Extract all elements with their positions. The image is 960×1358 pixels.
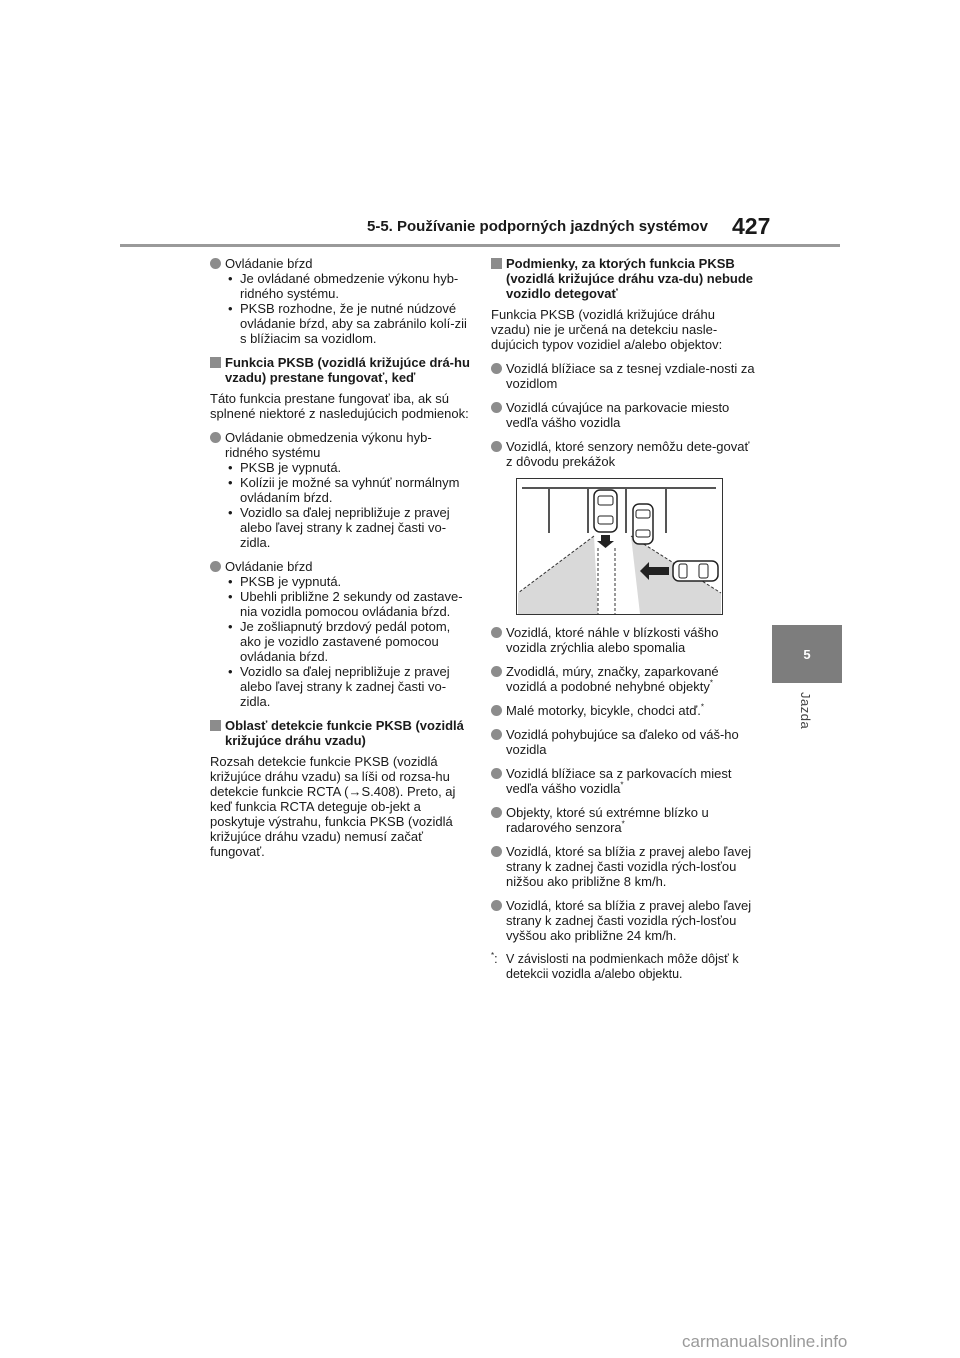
bullet-dot-icon	[491, 768, 502, 779]
section-square-icon	[210, 720, 221, 731]
list-item	[491, 844, 757, 889]
sub-item: • PKSB rozhodne, že je nutné núdzové ovládanie bŕzd, aby sa zabránilo kolí-zii s blížiacim sa vozidlom.	[228, 301, 467, 346]
paragraph: Funkcia PKSB (vozidlá križujúce dráhu vzadu) nie je určená na detekciu nasle-dujúcich typov vozidiel a/alebo objektov:	[491, 307, 723, 352]
section-square-icon	[210, 357, 221, 368]
bullet-dot-icon	[491, 900, 502, 911]
footnote-reference: *	[700, 702, 704, 712]
section-heading-text: Oblasť detekcie funkcie PKSB (vozidlá križujúce dráhu vzadu)	[225, 718, 464, 748]
right-column	[491, 256, 757, 982]
sub-item: • Je ovládané obmedzenie výkonu hyb-ridného systému.	[228, 271, 459, 301]
section-heading-text: Funkcia PKSB (vozidlá križujúce drá-hu vzadu) prestane fungovať, keď	[225, 355, 470, 385]
diagram-svg	[516, 478, 723, 615]
page-number: 427	[732, 213, 771, 239]
sub-item-text: Je ovládané obmedzenie výkonu hyb-ridného systému.	[240, 271, 459, 301]
bullet-dot-icon	[491, 402, 502, 413]
bullet-text: Objekty, ktoré sú extrémne blízko u radarového senzora	[506, 805, 709, 835]
section-heading-text: Podmienky, za ktorých funkcia PKSB (vozidlá križujúce dráhu vza-du) nebude vozidlo detegovať	[506, 256, 754, 301]
footnote: *: V závislosti na podmienkach môže dôjsť k detekcii vozidla a/alebo objektu.	[491, 950, 739, 981]
sub-item-text: Vozidlo sa ďalej nepribližuje z pravej alebo ľavej strany k zadnej časti vo-zidla.	[240, 664, 450, 709]
footnote-text: V závislosti na podmienkach môže dôjsť k detekcii vozidla a/alebo objektu.	[506, 952, 739, 981]
bullet-dot-icon	[491, 705, 502, 716]
bullet-text: Vozidlá, ktoré senzory nemôžu dete-govať z dôvodu prekážok	[506, 439, 750, 469]
parking-detection-diagram	[516, 478, 723, 615]
list-item	[491, 361, 757, 391]
list-item	[210, 430, 472, 550]
list-item	[210, 559, 472, 709]
sub-item-text: Ubehli približne 2 sekundy od zastave-nia vozidla pomocou ovládania bŕzd.	[240, 589, 463, 619]
bullet-text: Vozidlá pohybujúce sa ďaleko od váš-ho vozidla	[506, 727, 739, 757]
footnote-mark: *	[491, 950, 495, 960]
bullet-dot-icon	[210, 258, 221, 269]
bullet-dot-icon	[210, 561, 221, 572]
bullet-dot-icon	[491, 666, 502, 677]
sub-item-text: Je zošliapnutý brzdový pedál potom, ako je vozidlo zastavené pomocou ovládania bŕzd.	[240, 619, 451, 664]
footnote-reference: *	[621, 819, 625, 829]
sub-item: • PKSB je vypnutá.	[228, 574, 342, 589]
bullet-dot-icon	[491, 441, 502, 452]
bullet-text: Vozidlá, ktoré sa blížia z pravej alebo ľavej strany k zadnej časti vozidla rých-losťou vyššou ako približne 24 km/h.	[506, 898, 752, 943]
footnote-reference: *	[709, 678, 713, 688]
bullet-dot-icon	[491, 627, 502, 638]
sub-item-text: PKSB rozhodne, že je nutné núdzové ovládanie bŕzd, aby sa zabránilo kolí-zii s blížiacim sa vozidlom.	[240, 301, 467, 346]
chapter-tab[interactable]	[772, 625, 842, 683]
condition-list	[491, 625, 757, 943]
watermark: carmanualsonline.info	[682, 1332, 848, 1351]
bullet-dot-icon	[491, 807, 502, 818]
left-column	[210, 256, 472, 868]
bullet-text: Vozidlá blížiace sa z parkovacích miest vedľa vášho vozidla	[506, 766, 732, 796]
list-item	[210, 256, 472, 346]
bullet-text: Vozidlá, ktoré sa blížia z pravej alebo ľavej strany k zadnej časti vozidla rých-losťou nižšou ako približne 8 km/h.	[506, 844, 752, 889]
sub-item: • Je zošliapnutý brzdový pedál potom, ako je vozidlo zastavené pomocou ovládania bŕzd.	[228, 619, 451, 664]
bullet-dot-icon	[491, 363, 502, 374]
list-item	[491, 727, 757, 757]
chapter-number: 5	[803, 646, 811, 662]
bullet-text: Vozidlá cúvajúce na parkovacie miesto vedľa vášho vozidla	[506, 400, 730, 430]
bullet-dot-icon	[491, 729, 502, 740]
list-item	[491, 664, 757, 694]
bullet-text: Vozidlá blížiace sa z tesnej vzdiale-nosti za vozidlom	[506, 361, 755, 391]
paragraph: Táto funkcia prestane fungovať iba, ak sú splnené niektoré z nasledujúcich podmienok:	[210, 391, 469, 421]
sub-item: • Kolízii je možné sa vyhnúť normálnym ovládaním bŕzd.	[228, 475, 460, 505]
sub-item: • Ubehli približne 2 sekundy od zastave-nia vozidla pomocou ovládania bŕzd.	[228, 589, 463, 619]
list-item	[491, 805, 757, 835]
approach-arrow	[649, 567, 669, 575]
reverse-arrow	[601, 535, 610, 541]
bullet-dot-icon	[491, 846, 502, 857]
sub-item-text: Kolízii je možné sa vyhnúť normálnym ovládaním bŕzd.	[240, 475, 460, 505]
section-heading	[491, 256, 757, 301]
bullet-text: Ovládanie bŕzd	[225, 559, 313, 574]
section-heading	[210, 718, 472, 748]
footnote-reference: *	[620, 780, 624, 790]
section-title: 5-5. Používanie podporných jazdných systémov	[367, 218, 708, 235]
sub-item: • Vozidlo sa ďalej nepribližuje z pravej alebo ľavej strany k zadnej časti vo-zidla.	[228, 505, 450, 550]
sub-item-text: PKSB je vypnutá.	[240, 460, 342, 475]
list-item	[491, 439, 757, 469]
bullet-text: Vozidlá, ktoré náhle v blízkosti vášho vozidla zrýchlia alebo spomalia	[506, 625, 719, 655]
list-item	[491, 703, 757, 718]
bullet-text: Ovládanie bŕzd	[225, 256, 313, 271]
section-heading	[210, 355, 472, 385]
section-square-icon	[491, 258, 502, 269]
sub-item: • PKSB je vypnutá.	[228, 460, 342, 475]
chapter-label: Jazda	[798, 692, 813, 730]
bullet-text: Zvodidlá, múry, značky, zaparkované vozidlá a podobné nehybné objekty	[506, 664, 719, 694]
header-divider	[120, 244, 840, 247]
bullet-text: Malé motorky, bicykle, chodci atď.	[506, 703, 701, 718]
sub-item-text: Vozidlo sa ďalej nepribližuje z pravej alebo ľavej strany k zadnej časti vo-zidla.	[240, 505, 450, 550]
sub-item-text: PKSB je vypnutá.	[240, 574, 342, 589]
list-item	[491, 400, 757, 430]
list-item	[491, 766, 757, 796]
bullet-text: Ovládanie obmedzenia výkonu hyb-ridného systému	[225, 430, 432, 460]
paragraph: Rozsah detekcie funkcie PKSB (vozidlá križujúce dráhu vzadu) sa líši od rozsa-hu detekcie funkcie RCTA (→S.408). Preto, aj keď funkcia RCTA deteguje ob-jekt a poskytuje výstrahu, funkcia PKSB (vozidlá križujúce dráhu vzadu) nemusí začať fungovať.	[210, 754, 456, 859]
sub-item: • Vozidlo sa ďalej nepribližuje z pravej alebo ľavej strany k zadnej časti vo-zidla.	[228, 664, 450, 709]
bullet-dot-icon	[210, 432, 221, 443]
list-item	[491, 898, 757, 943]
list-item	[491, 625, 757, 655]
